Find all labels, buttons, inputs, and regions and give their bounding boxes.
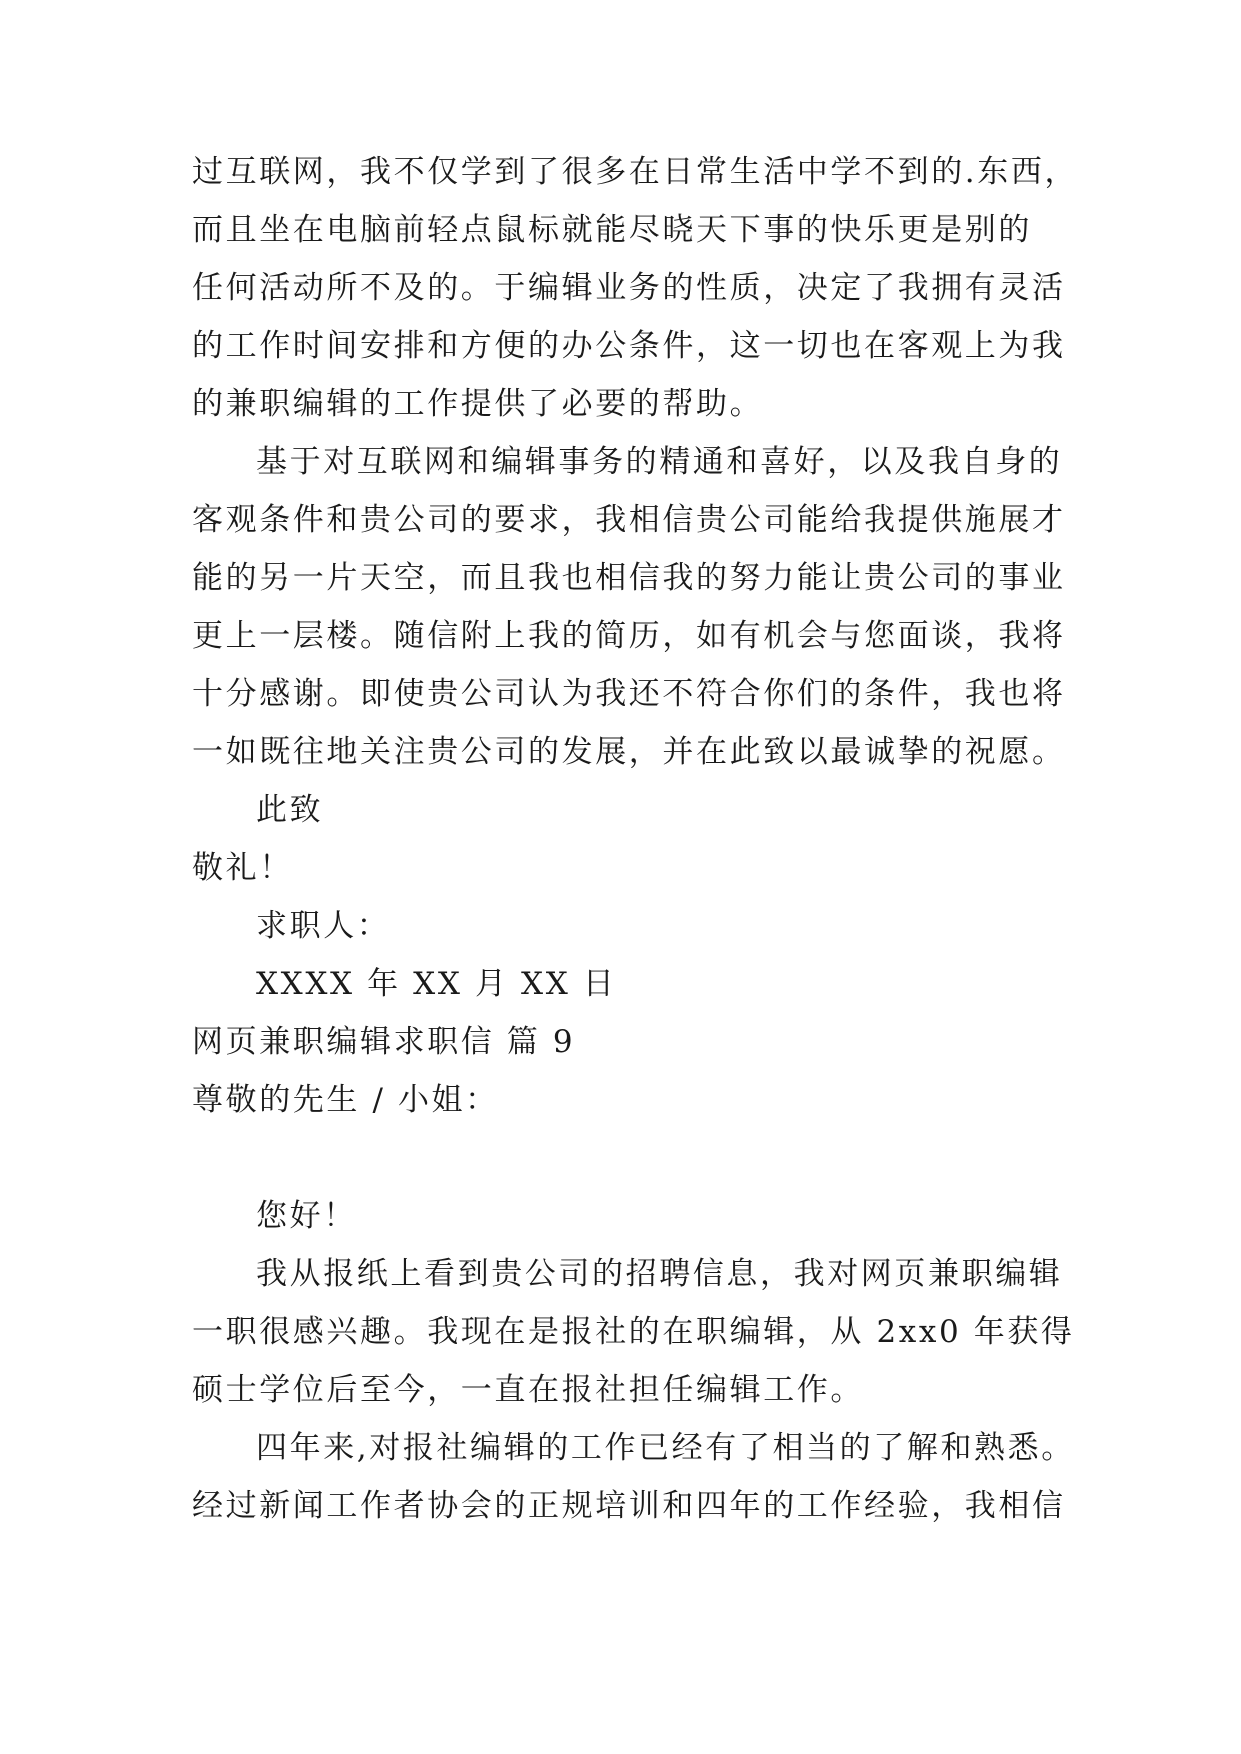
salutation-line: 敬礼！: [192, 850, 293, 886]
paragraph-line: 四年来,对报社编辑的工作已经有了相当的了解和熟悉。: [256, 1430, 1075, 1466]
paragraph-line: 能的另一片天空，而且我也相信我的努力能让贵公司的事业: [192, 560, 1066, 596]
paragraph-line: 经过新闻工作者协会的正规培训和四年的工作经验，我相信: [192, 1488, 1066, 1524]
paragraph-line: 一如既往地关注贵公司的发展，并在此致以最诚挚的祝愿。: [192, 734, 1066, 770]
section-title: 网页兼职编辑求职信 篇 9: [192, 1024, 576, 1060]
paragraph-line: 一职很感兴趣。我现在是报社的在职编辑，从 2xx0 年获得: [192, 1314, 1075, 1350]
date-line: XXXX 年 XX 月 XX 日: [256, 966, 617, 1002]
paragraph-line: 的兼职编辑的工作提供了必要的帮助。: [192, 386, 764, 422]
paragraph-line: 硕士学位后至今，一直在报社担任编辑工作。: [192, 1372, 864, 1408]
paragraph-line: 的工作时间安排和方便的办公条件，这一切也在客观上为我: [192, 328, 1066, 364]
paragraph-line: 过互联网，我不仅学到了很多在日常生活中学不到的.东西，: [192, 154, 1079, 190]
paragraph-line: 而且坐在电脑前轻点鼠标就能尽晓天下事的快乐更是别的: [192, 212, 1032, 248]
paragraph-line: 我从报纸上看到贵公司的招聘信息，我对网页兼职编辑: [256, 1256, 1063, 1292]
paragraph-line: 基于对互联网和编辑事务的精通和喜好，以及我自身的: [256, 444, 1063, 480]
closing-line: 此致: [256, 792, 324, 828]
paragraph-line: 任何活动所不及的。于编辑业务的性质，决定了我拥有灵活: [192, 270, 1066, 306]
greeting-line: 您好！: [256, 1198, 357, 1234]
paragraph-line: 更上一层楼。随信附上我的简历，如有机会与您面谈，我将: [192, 618, 1066, 654]
paragraph-line: 十分感谢。即使贵公司认为我还不符合你们的条件，我也将: [192, 676, 1066, 712]
greeting-line: 尊敬的先生 / 小姐：: [192, 1082, 499, 1118]
paragraph-line: 客观条件和贵公司的要求，我相信贵公司能给我提供施展才: [192, 502, 1066, 538]
signature-line: 求职人：: [256, 908, 391, 944]
